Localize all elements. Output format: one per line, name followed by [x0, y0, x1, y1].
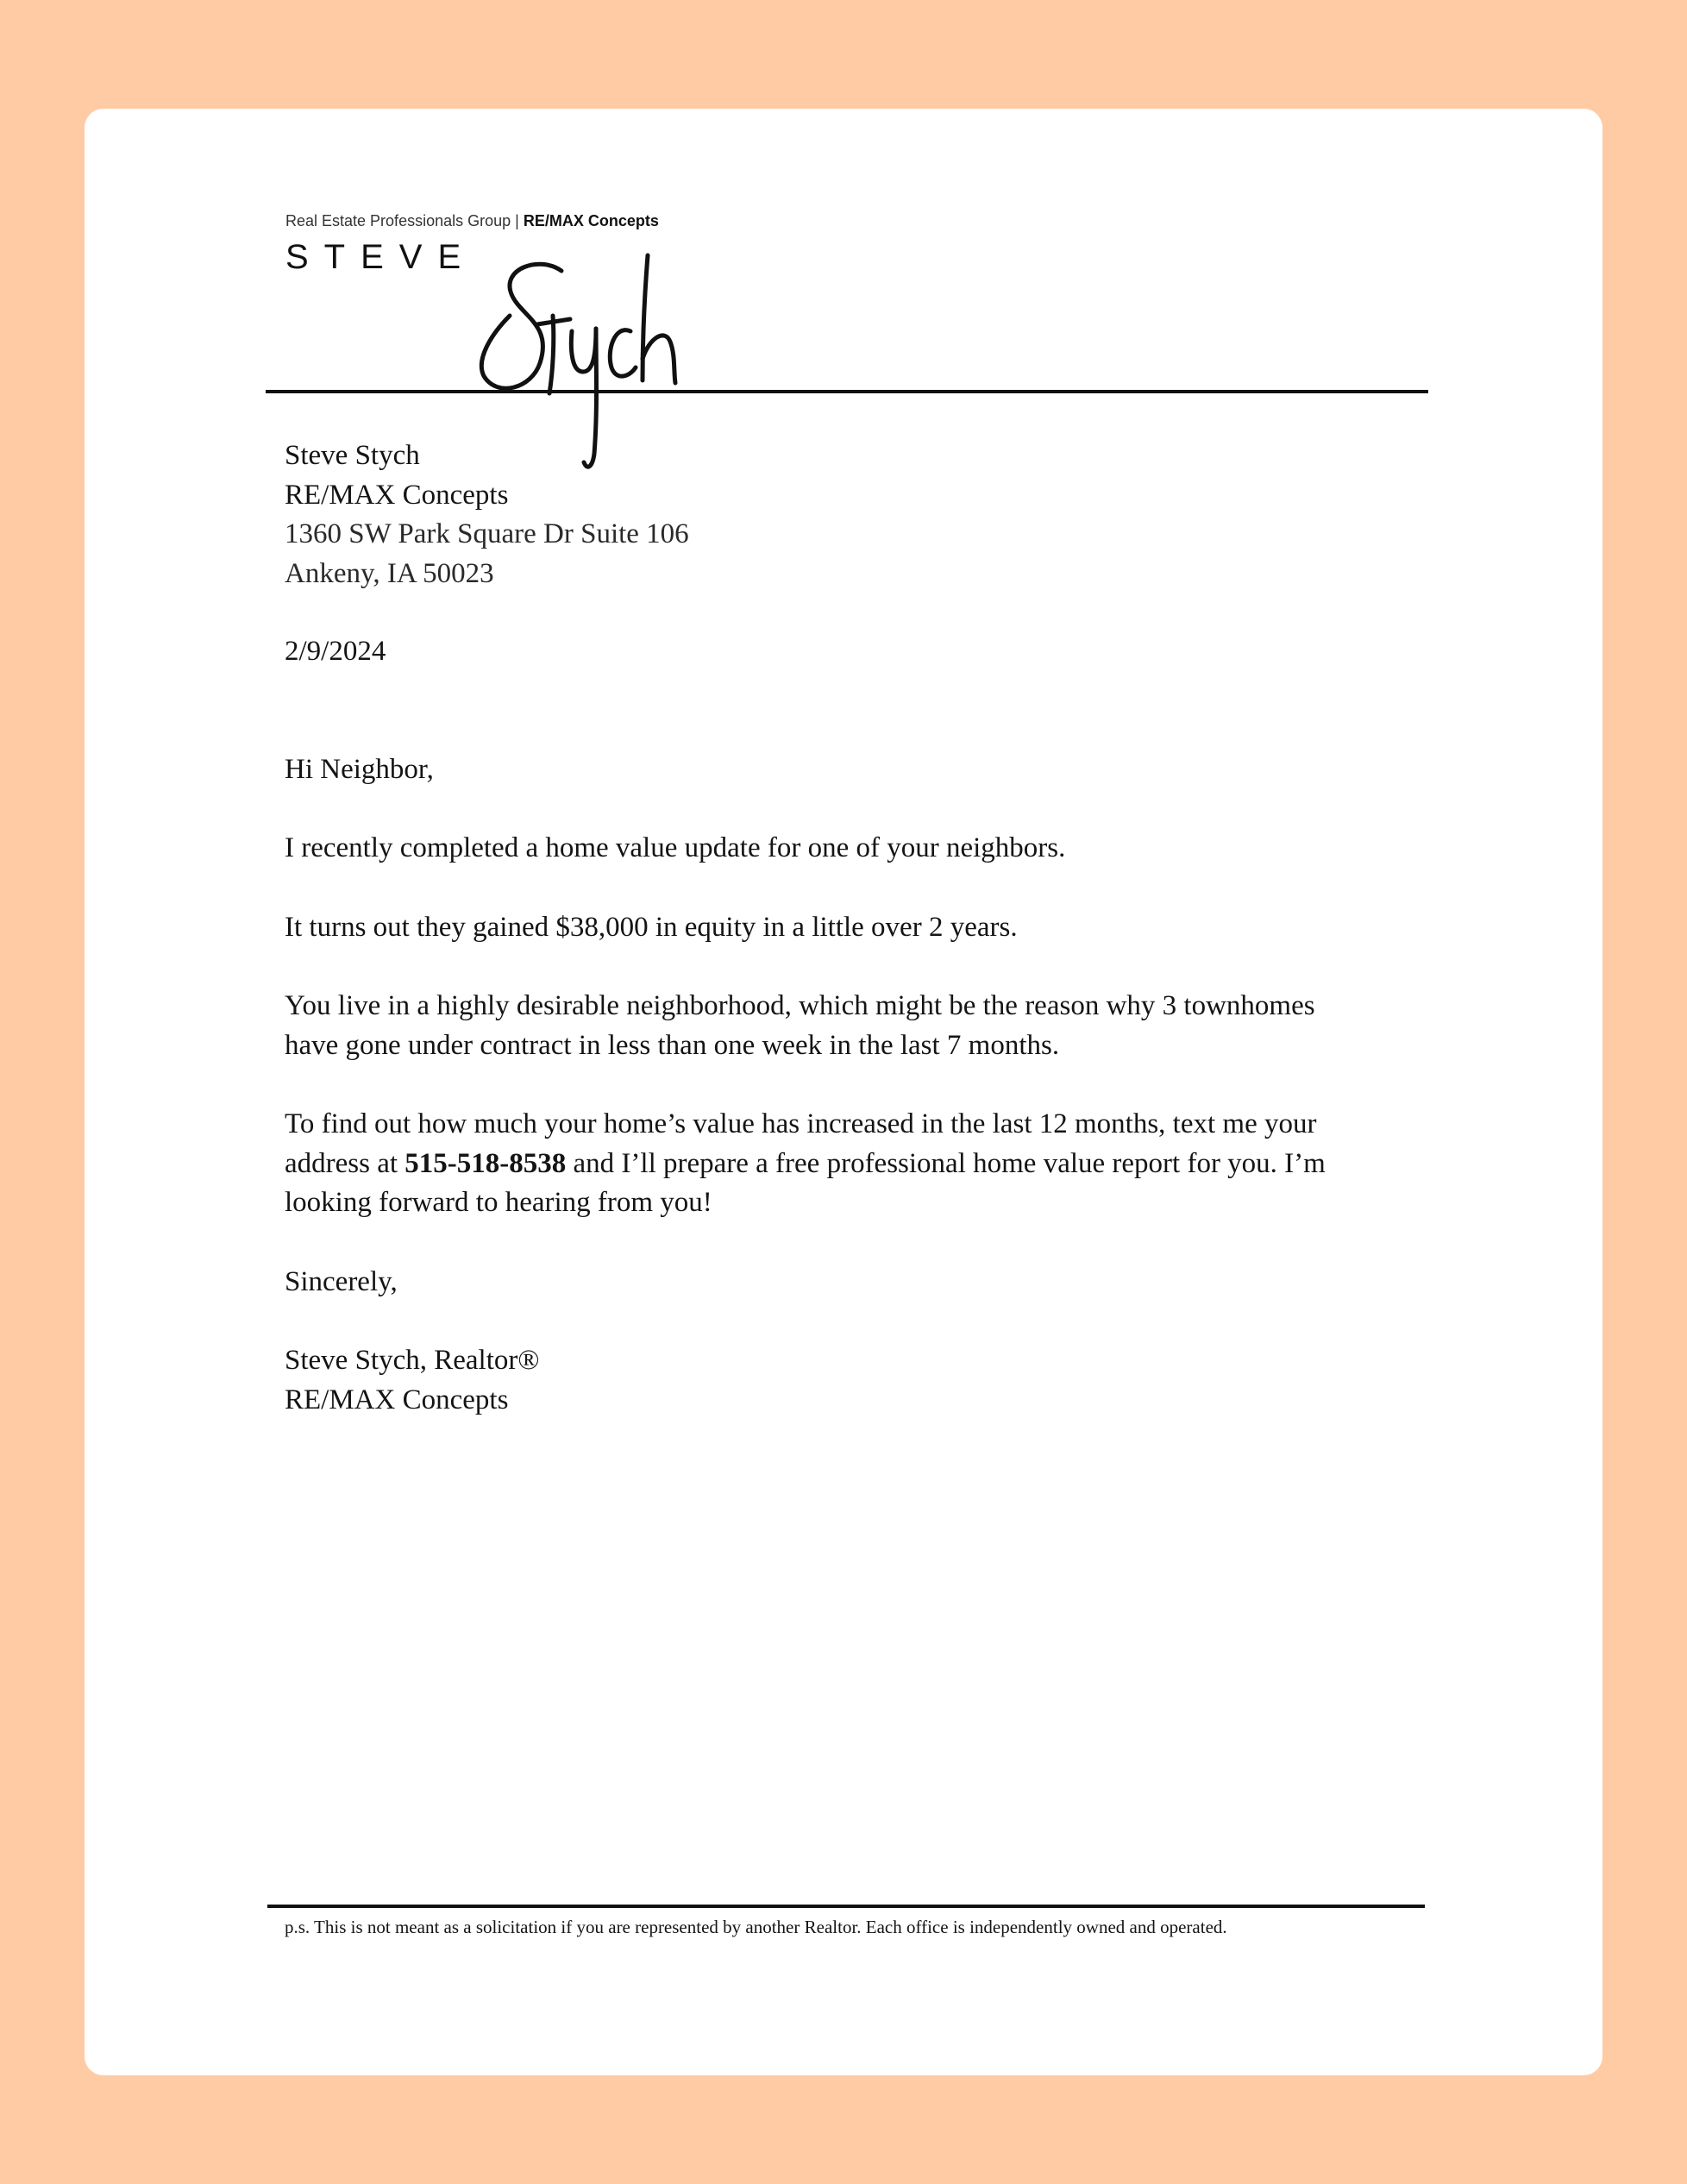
signature-name: Steve Stych, Realtor®: [285, 1345, 540, 1376]
footer-disclaimer: p.s. This is not meant as a solicitation if you are represented by another Realtor. Each office is independently owned and operated.: [285, 1917, 1227, 1937]
letter-paragraph-3: [285, 987, 1423, 1065]
paragraph-4-line-2: [285, 1145, 1423, 1184]
logo-tagline-group: Real Estate Professionals Group |: [285, 212, 519, 229]
letter-paragraph-1: I recently completed a home value update for one of your neighbors.: [285, 832, 1066, 863]
sender-street: 1360 SW Park Square Dr Suite 106: [285, 518, 689, 549]
sender-name: Steve Stych: [285, 440, 420, 471]
letter-page: [85, 109, 1602, 2075]
footer-divider: [267, 1905, 1425, 1908]
paragraph-4-line-2-before: address at: [285, 1147, 405, 1179]
sender-city-state-zip: Ankeny, IA 50023: [285, 557, 494, 589]
logo-tagline-brand: RE/MAX Concepts: [523, 212, 659, 229]
letter-greeting: Hi Neighbor,: [285, 753, 434, 785]
letter-date: 2/9/2024: [285, 636, 386, 667]
letter-salutation: Sincerely,: [285, 1265, 398, 1297]
letter-body: [285, 436, 1423, 1420]
paragraph-3-line-2: have gone under contract in less than one week in the last 7 months.: [285, 1029, 1060, 1061]
letter-paragraph-4: [285, 1105, 1423, 1223]
paragraph-4-line-2-after: and I’ll prepare a free professional home value report for you. I’m: [566, 1147, 1326, 1179]
phone-number: 515-518-8538: [405, 1147, 567, 1179]
signature-company: RE/MAX Concepts: [285, 1384, 509, 1415]
paragraph-3-line-1: You live in a highly desirable neighborhood, which might be the reason why 3 townhomes: [285, 990, 1315, 1021]
logo-first-name: STEVE: [285, 238, 477, 276]
paragraph-4-line-3: looking forward to hearing from you!: [285, 1187, 712, 1218]
letter-signature: [285, 1341, 1423, 1420]
header-divider: [266, 390, 1428, 393]
letter-paragraph-2: It turns out they gained $38,000 in equity in a little over 2 years.: [285, 911, 1018, 943]
sender-company: RE/MAX Concepts: [285, 479, 509, 511]
paragraph-4-line-1: To find out how much your home’s value has increased in the last 12 months, text me your: [285, 1108, 1317, 1139]
sender-address: [285, 436, 1423, 593]
